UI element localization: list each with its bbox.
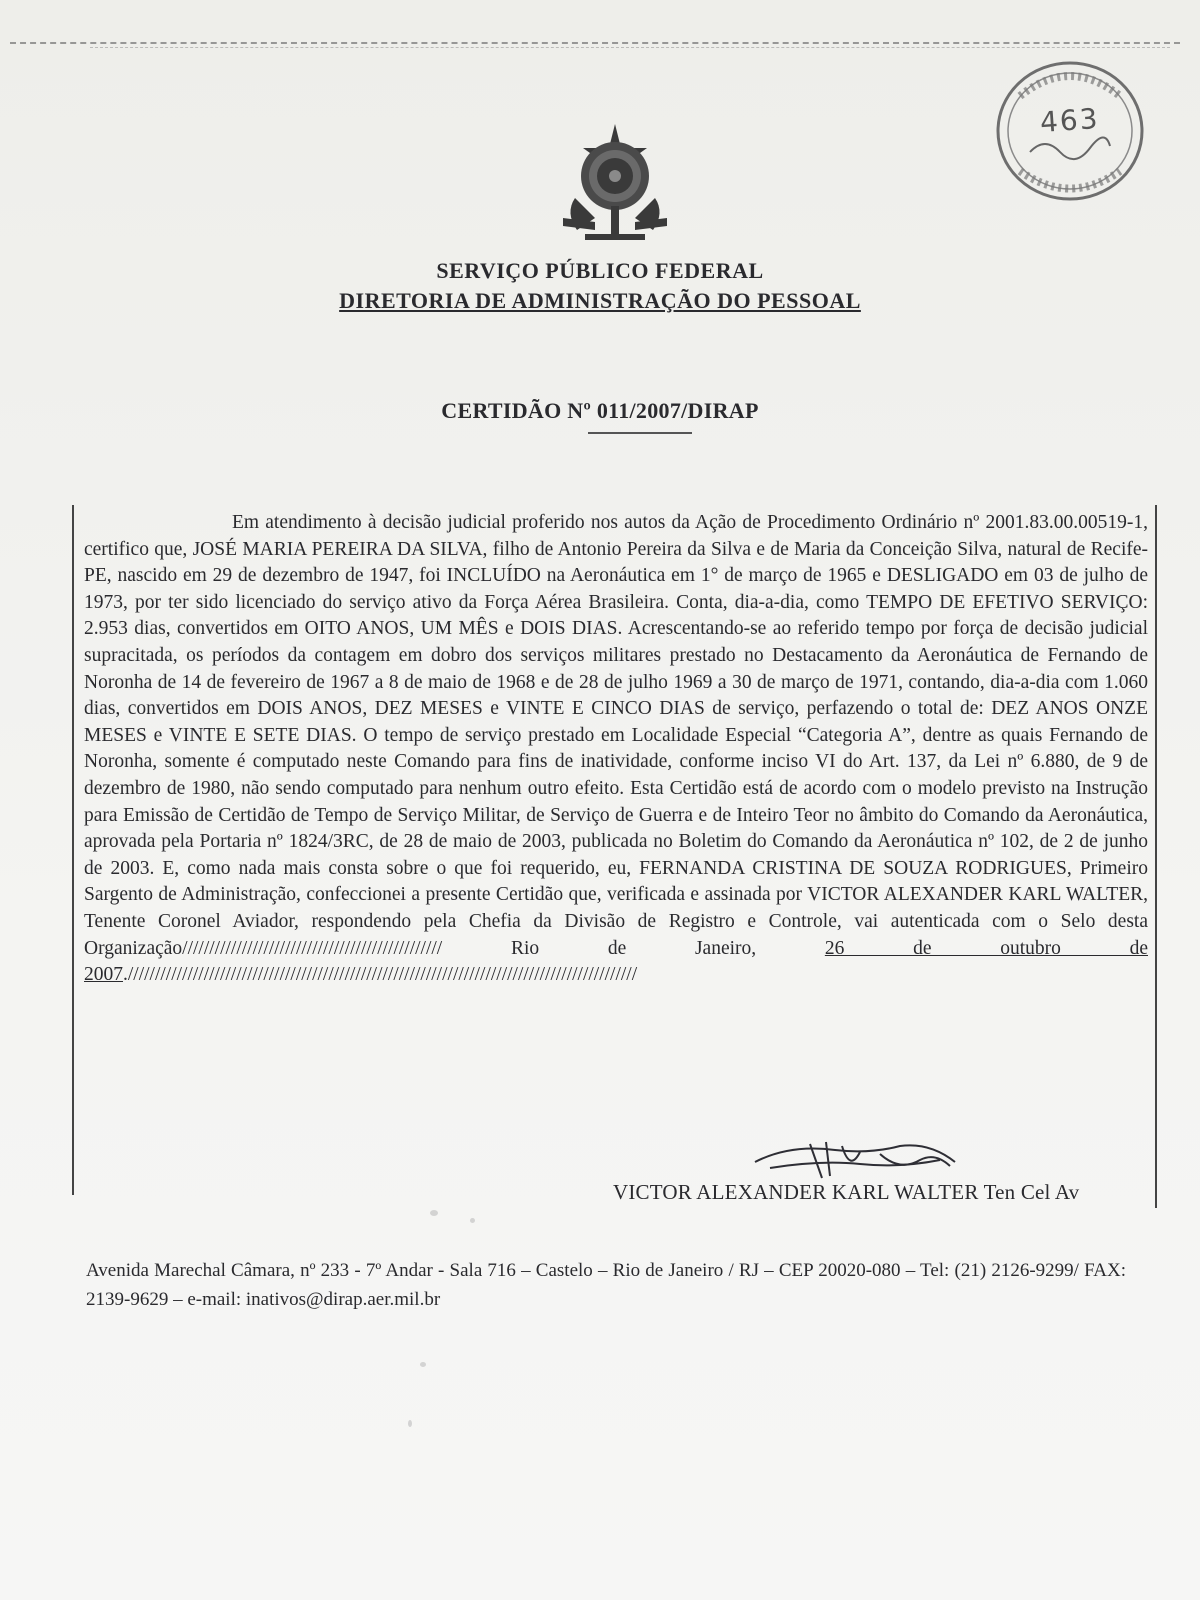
footer-address: Avenida Marechal Câmara, nº 233 - 7º Andar - Sala 716 – Castelo – Rio de Janeiro / RJ – CEP 20020-080 – Tel: (21) 2126-9299/ FAX: 2139-9629 – e-mail: inativos@dirap.aer.mil.br xyxy=(86,1260,1126,1310)
paper-speck xyxy=(430,1210,438,1216)
certificate-body-text: Em atendimento à decisão judicial proferido nos autos da Ação de Procedimento Ordinário nº 2001.83.00.00519-1, certifico que, JOSÉ MARIA PEREIRA DA SILVA, filho de Antonio Pereira da Silva e de Maria da Conceição Silva, natural de Recife-PE, nascido em 29 de dezembro de 1947, foi INCLUÍDO na Aeronáutica em 1° de março de 1965 e DESLIGADO em 03 de julho de 1973, por ter sido licenciado do serviço ativo da Força Aérea Brasileira. Conta, dia-a-dia, como TEMPO DE EFETIVO SERVIÇO: 2.953 dias, convertidos em OITO ANOS, UM MÊS e DOIS DIAS. Acrescentando-se ao referido tempo por força de decisão judicial supracitada, os períodos da contagem em dobro dos serviços militares prestado no Destacamento da Aeronáutica de Fernando de Noronha de 14 de fevereiro de 1967 a 8 de maio de 1968 e de 28 de julho 1969 a 30 de março de 1971, contando, dia-a-dia com 1.060 dias, convertidos em DOIS ANOS, DEZ MESES e VINTE E CINCO DIAS de serviço, perfazendo o total de: DEZ ANOS ONZE MESES e VINTE E SETE DIAS. O tempo de serviço prestado em Localidade Especial “Categoria A”, dentre as quais Fernando de Noronha, somente é computado neste Comando para fins de inatividade, conforme inciso VI do Art. 137, da Lei nº 6.880, de 9 de dezembro de 1980, não sendo computado para nenhum outro efeito. Esta Certidão está de acordo com o modelo previsto na Instrução para Emissão de Certidão de Tempo de Serviço Militar, de Serviço de Guerra e de Inteiro Teor no âmbito do Comando da Aeronáutica, aprovada pela Portaria nº 1824/3RC, de 28 de maio de 2003, publicada no Boletim do Comando da Aeronáutica nº 102, de 2 de junho de 2003. E, como nada mais consta sobre o que foi requerido, eu, FERNANDA CRISTINA DE SOUZA RODRIGUES, Primeiro Sargento de Administração, confeccionei a presente Certidão que, verificada e assinada por VICTOR ALEXANDER KARL WALTER, Tenente Coronel Aviador, respondendo pela Chefia da Divisão de Registro e Controle, vai autenticada com o Selo desta Organização//////////////////////////////////////////////// xyxy=(84,512,1148,959)
paper-speck xyxy=(420,1362,426,1367)
certificate-date: 26 de outubro de 2007 xyxy=(84,937,1148,986)
frame-left-rule xyxy=(72,505,74,1195)
frame-right-rule xyxy=(1155,505,1157,1208)
certificate-title: CERTIDÃO Nº 011/2007/DIRAP xyxy=(441,398,759,423)
signatory-name: VICTOR ALEXANDER KARL WALTER Ten Cel Av xyxy=(613,1180,1080,1204)
header-service: SERVIÇO PÚBLICO FEDERAL xyxy=(436,258,764,283)
certificate-body xyxy=(84,510,1148,989)
paper-speck xyxy=(470,1218,475,1223)
certificate-title-underline xyxy=(588,432,692,434)
top-dashed-rule xyxy=(10,42,1180,44)
top-dashed-rule-secondary xyxy=(90,47,1170,48)
certificate-trailing-marks: .////////////////////////////////////////////////////////////////////////////////////////////// xyxy=(123,964,638,986)
header-directorate: DIRETORIA DE ADMINISTRAÇÃO DO PESSOAL xyxy=(339,288,861,313)
coat-of-arms-emblem xyxy=(555,118,675,250)
paper-speck xyxy=(408,1420,412,1427)
certificate-place: Rio de Janeiro, xyxy=(510,937,757,959)
stamp-number: 463 xyxy=(1038,101,1101,140)
